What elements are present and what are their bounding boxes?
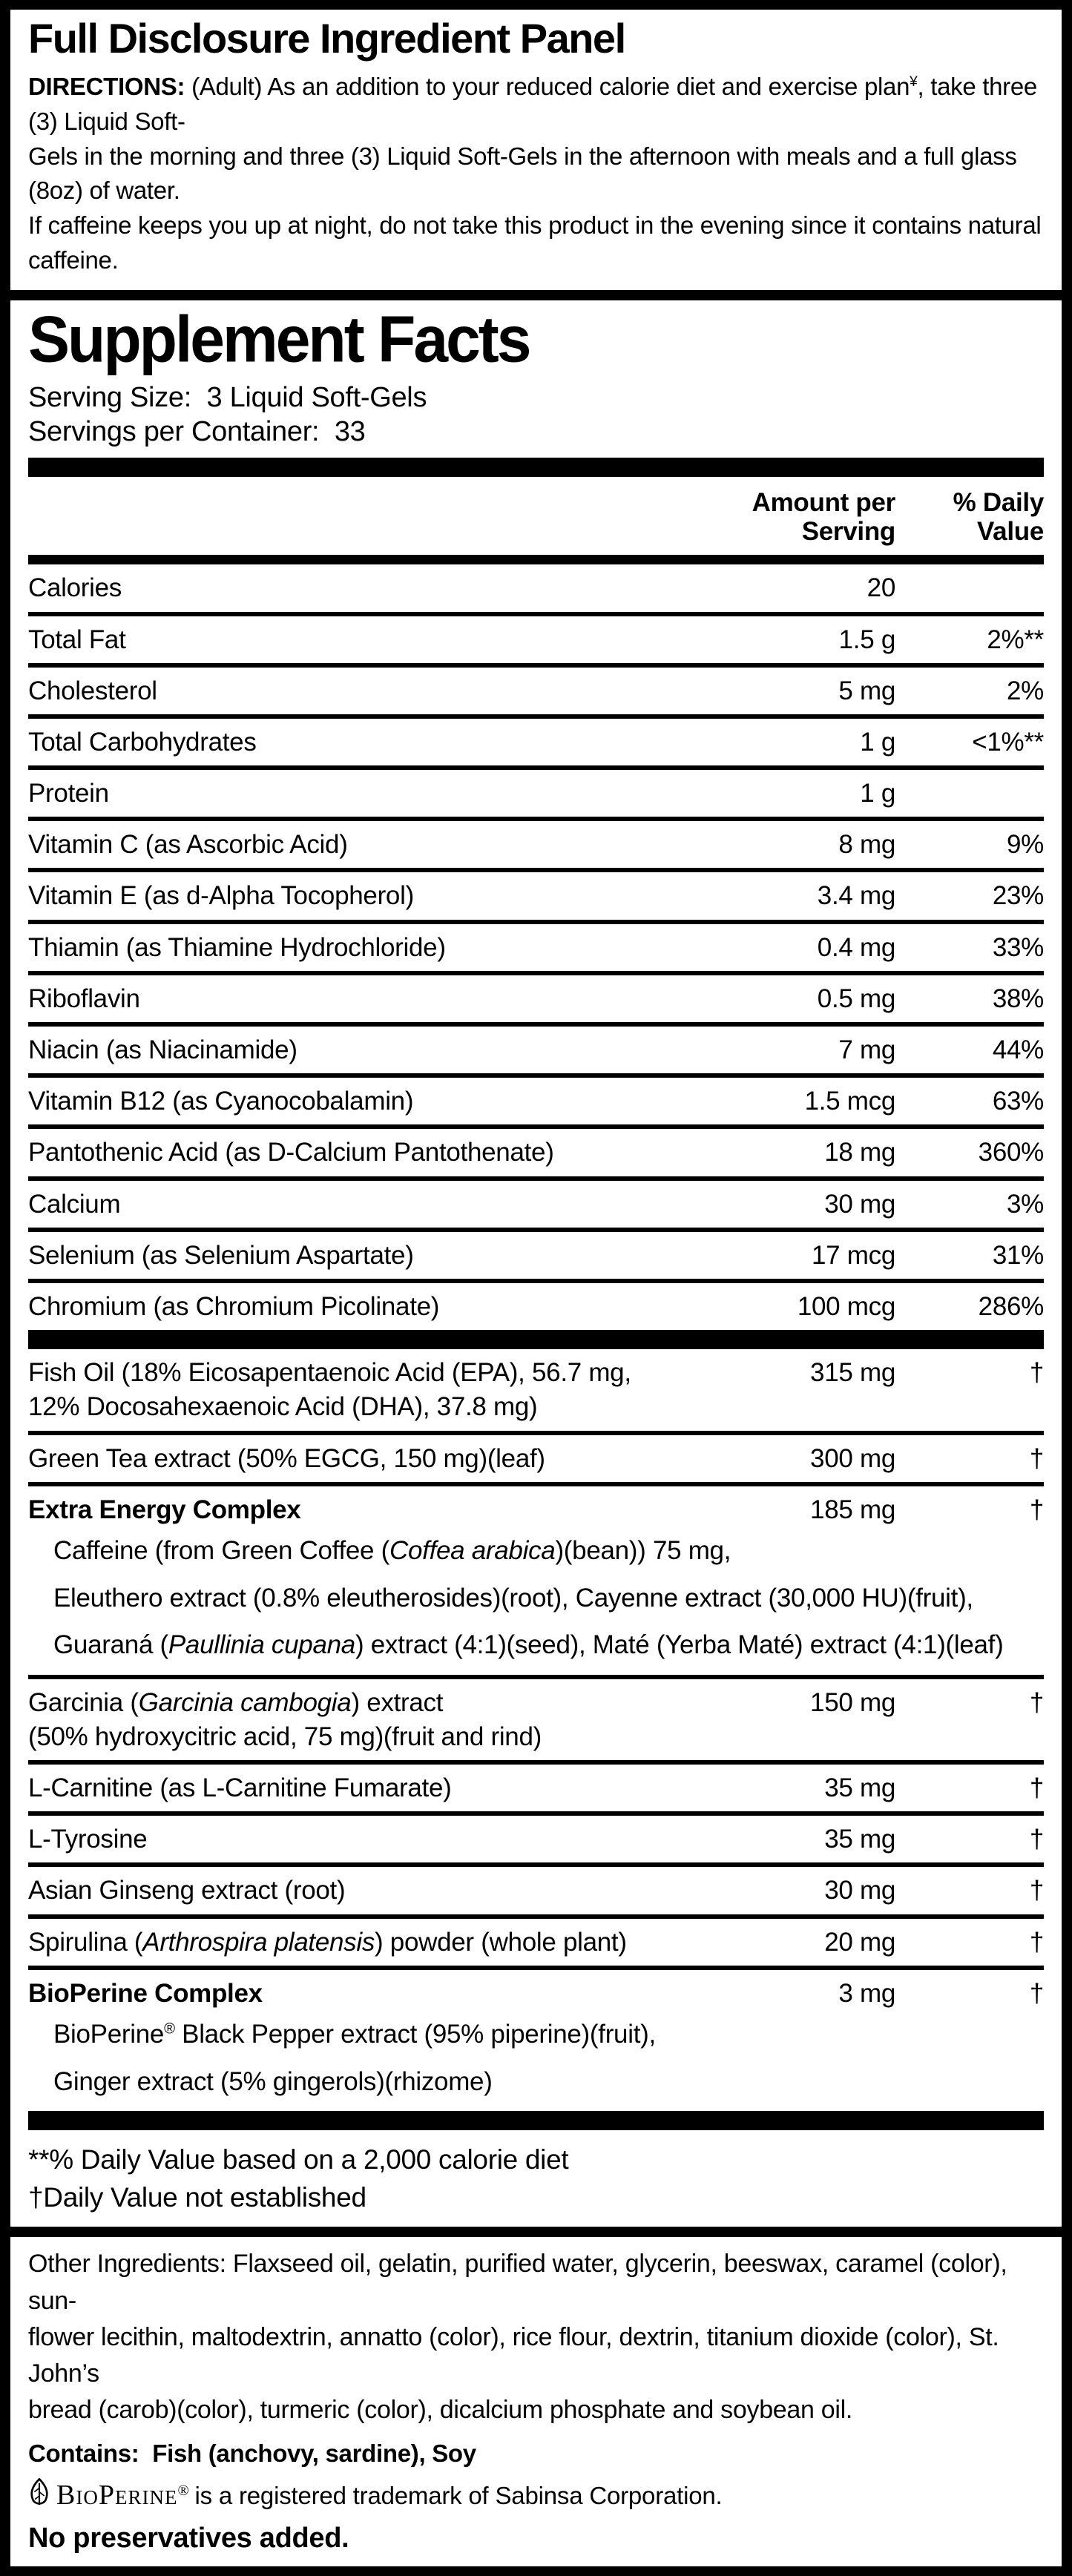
trademark-text: is a registered trademark of Sabinsa Corporation. — [194, 2481, 723, 2509]
serving-size-value: 3 Liquid Soft-Gels — [206, 381, 427, 413]
table-row — [28, 668, 1044, 714]
daily-value: 9% — [1007, 830, 1044, 860]
sub-ingredient-line: BioPerine® Black Pepper extract (95% piperine)(fruit), — [53, 2020, 656, 2049]
amount-value: 5 mg — [838, 676, 895, 705]
table-row — [28, 1435, 1044, 1482]
daily-value: † — [1029, 1927, 1044, 1957]
ingredient-name: Pantothenic Acid (as D-Calcium Pantothenate) — [28, 1138, 554, 1167]
serving-size-line — [28, 381, 1044, 415]
ingredient-name: L-Carnitine (as L-Carnitine Fumarate) — [28, 1773, 452, 1803]
full-disclosure-panel — [10, 10, 1062, 290]
daily-value: † — [1029, 1358, 1044, 1388]
amount-value: 0.4 mg — [817, 932, 895, 962]
table-row — [28, 1970, 1044, 2017]
footnote-daily-value: **% Daily Value based on a 2,000 calorie diet — [28, 2144, 569, 2175]
bioperine-leaf-icon — [28, 2478, 50, 2514]
daily-value: 2%** — [987, 625, 1044, 654]
ingredient-name: Selenium (as Selenium Aspartate) — [28, 1240, 414, 1270]
amount-value: 185 mg — [810, 1495, 895, 1524]
table-row — [28, 1129, 1044, 1176]
ingredient-name: Spirulina (Arthrospira platensis) powder (whole plant) — [28, 1927, 627, 1957]
trademark-line — [28, 2478, 1044, 2514]
daily-value: 2% — [1007, 676, 1044, 705]
sub-ingredient-line: Guaraná (Paullinia cupana) extract (4:1)(seed), Maté (Yerba Maté) extract (4:1)(leaf) — [53, 1630, 1004, 1660]
ingredient-name: BioPerine Complex — [28, 1978, 263, 2008]
table-row — [28, 1867, 1044, 1914]
sub-ingredient-line: Ginger extract (5% gingerols)(rhizome) — [53, 2066, 493, 2096]
amount-value: 1.5 mcg — [804, 1087, 895, 1116]
daily-value: 33% — [992, 932, 1044, 962]
table-row — [28, 770, 1044, 817]
table-row — [28, 564, 1044, 611]
no-preservatives-line: No preservatives added. — [28, 2522, 349, 2554]
table-row — [28, 1027, 1044, 1073]
ingredient-name: Vitamin C (as Ascorbic Acid) — [28, 830, 348, 860]
amount-value: 35 mg — [824, 1825, 895, 1854]
divider-bar — [28, 458, 1044, 477]
servings-per-container-value: 33 — [334, 415, 366, 447]
table-row — [28, 1919, 1044, 1966]
amount-value: 1.5 g — [838, 625, 895, 654]
amount-value: 20 — [867, 573, 895, 603]
table-header-row — [28, 477, 1044, 555]
ingredient-name: Calcium — [28, 1189, 121, 1219]
table-row — [28, 1765, 1044, 1811]
amount-value: 315 mg — [810, 1358, 895, 1388]
directions-text: (Adult) As an addition to your reduced calorie diet and exercise plan¥, take three (3) Liquid Soft- Gels in the morning and three (3) Liquid Soft-Gels in the afternoon with meals and a full glass (8oz) of water. If caffeine keeps you up at night, do not take this product in the evening since it contains natural caffeine. — [28, 72, 1042, 274]
ingredient-name: Calories — [28, 573, 122, 603]
amount-value: 30 mg — [824, 1876, 895, 1905]
divider-bar — [28, 555, 1044, 564]
daily-value: 360% — [978, 1138, 1044, 1167]
amount-value: 0.5 mg — [817, 984, 895, 1013]
daily-value: <1%** — [972, 727, 1044, 757]
servings-per-container-label: Servings per Container: — [28, 415, 320, 447]
daily-value: 63% — [992, 1087, 1044, 1116]
table-row — [28, 1486, 1044, 1533]
table-row — [28, 975, 1044, 1022]
directions-label: DIRECTIONS: — [28, 72, 185, 100]
table-row — [28, 1078, 1044, 1124]
ingredient-name: Garcinia (Garcinia cambogia) extract (50% hydroxycitric acid, 75 mg)(fruit and rind) — [28, 1687, 542, 1751]
table-row — [28, 872, 1044, 919]
footnotes — [28, 2130, 1044, 2216]
daily-value: 31% — [992, 1240, 1044, 1270]
ingredient-name: Fish Oil (18% Eicosapentaenoic Acid (EPA), 56.7 mg, 12% Docosahexaenoic Acid (DHA), 37.8 mg) — [28, 1358, 631, 1422]
daily-value: † — [1029, 1495, 1044, 1524]
contains-label: Contains: — [28, 2439, 139, 2467]
ingredient-name: Total Fat — [28, 625, 126, 654]
separator — [28, 1330, 1044, 1349]
directions-paragraph — [28, 70, 1044, 278]
amount-value: 1 g — [860, 779, 895, 808]
amount-value: 20 mg — [824, 1927, 895, 1957]
facts-table-body — [28, 564, 1044, 2130]
ingredient-name: Niacin (as Niacinamide) — [28, 1035, 297, 1065]
amount-value: 17 mcg — [812, 1240, 895, 1270]
header-percent-daily-value: % Daily Value — [953, 488, 1044, 546]
ingredient-name: Cholesterol — [28, 676, 157, 705]
ingredient-name: Extra Energy Complex — [28, 1495, 301, 1524]
servings-per-container-line — [28, 415, 1044, 449]
amount-value: 18 mg — [824, 1138, 895, 1167]
table-row — [28, 719, 1044, 765]
daily-value: 44% — [992, 1035, 1044, 1065]
ingredient-name: Green Tea extract (50% EGCG, 150 mg)(leaf) — [28, 1443, 545, 1473]
contains-text: Fish (anchovy, sardine), Soy — [152, 2439, 476, 2467]
contains-line — [28, 2440, 1044, 2468]
amount-value: 150 mg — [810, 1687, 895, 1717]
table-row — [28, 616, 1044, 663]
amount-value: 7 mg — [838, 1035, 895, 1065]
supplement-facts-title: Supplement Facts — [28, 302, 530, 376]
ingredient-name: Vitamin E (as d-Alpha Tocopherol) — [28, 881, 414, 911]
amount-value: 300 mg — [810, 1443, 895, 1473]
ingredient-name: L-Tyrosine — [28, 1825, 148, 1854]
table-row — [28, 1816, 1044, 1862]
sub-ingredient-line: Eleuthero extract (0.8% eleutherosides)(root), Cayenne extract (30,000 HU)(fruit), — [53, 1583, 973, 1613]
ingredient-name: Protein — [28, 779, 109, 808]
amount-value: 30 mg — [824, 1189, 895, 1219]
other-ingredients-text: Other Ingredients: Flaxseed oil, gelatin, purified water, glycerin, beeswax, caramel (color), sun- flower lecithin, maltodextrin, annatto (color), rice flour, dextrin, titanium dioxide (color), St. John’s bread (carob)(color), turmeric (color), dicalcium phosphate and soybean oil. — [28, 2250, 1007, 2425]
footnote-dagger: †Daily Value not established — [28, 2182, 366, 2213]
ingredient-name: Total Carbohydrates — [28, 727, 257, 757]
amount-value: 3.4 mg — [817, 881, 895, 911]
panel-title: Full Disclosure Ingredient Panel — [28, 15, 625, 62]
table-row — [28, 1181, 1044, 1228]
serving-size-label: Serving Size: — [28, 381, 191, 413]
sub-ingredient-line: Caffeine (from Green Coffee (Coffea arabica)(bean)) 75 mg, — [53, 1535, 731, 1565]
header-amount-per-serving: Amount per Serving — [752, 488, 895, 546]
ingredient-name: Riboflavin — [28, 984, 140, 1013]
other-ingredients-panel — [10, 2237, 1062, 2566]
separator — [28, 2111, 1044, 2130]
daily-value: † — [1029, 1687, 1044, 1717]
table-row — [28, 1283, 1044, 1330]
ingredient-name: Thiamin (as Thiamine Hydrochloride) — [28, 932, 446, 962]
table-row — [28, 1679, 1044, 1760]
table-row — [28, 1349, 1044, 1430]
amount-value: 3 mg — [838, 1978, 895, 2008]
amount-value: 1 g — [860, 727, 895, 757]
daily-value: † — [1029, 1978, 1044, 2008]
amount-value: 100 mcg — [797, 1291, 895, 1321]
daily-value: 38% — [992, 984, 1044, 1013]
ingredient-name: Asian Ginseng extract (root) — [28, 1876, 346, 1905]
trademark-brand: BioPerine® — [56, 2480, 189, 2511]
supplement-facts-panel — [10, 300, 1062, 2227]
ingredient-name: Chromium (as Chromium Picolinate) — [28, 1291, 440, 1321]
amount-value: 8 mg — [838, 830, 895, 860]
daily-value: 286% — [978, 1291, 1044, 1321]
daily-value: 3% — [1007, 1189, 1044, 1219]
daily-value: † — [1029, 1825, 1044, 1854]
table-row — [28, 924, 1044, 971]
daily-value: 23% — [992, 881, 1044, 911]
daily-value: † — [1029, 1876, 1044, 1905]
table-row — [28, 821, 1044, 868]
table-row — [28, 1232, 1044, 1279]
daily-value: † — [1029, 1773, 1044, 1803]
daily-value: † — [1029, 1443, 1044, 1473]
amount-value: 35 mg — [824, 1773, 895, 1803]
ingredient-name: Vitamin B12 (as Cyanocobalamin) — [28, 1087, 414, 1116]
